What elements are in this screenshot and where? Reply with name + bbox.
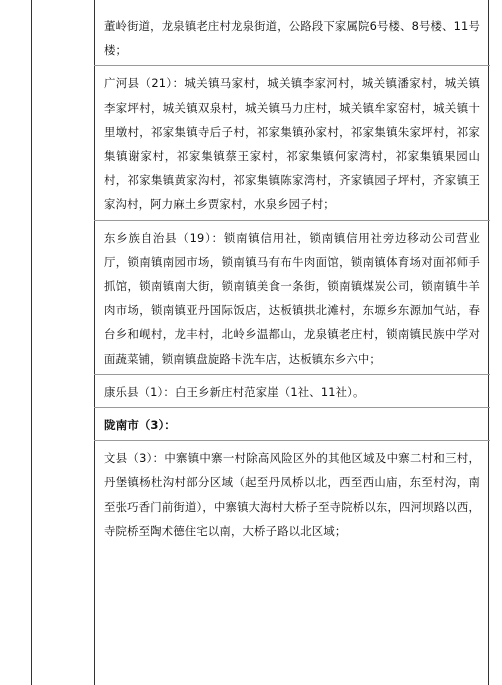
row-divider: [94, 440, 490, 441]
paragraph-dongxiang-county: 东乡族自治县（19）：锁南镇信用社，锁南镇信用社旁边移动公司营业厅，锁南镇南园市场，锁南镇马有布牛肉面馆，锁南镇体育场对面祁师手抓馆，锁南镇南大街，锁南镇美食一条街，锁南镇煤炭公司，锁南镇牛羊肉市场，锁南镇亚丹国际饭店，达板镇拱北滩村，东塬乡东源加气站，春台乡和岘村，龙丰村，北岭乡温都山，龙泉镇老庄村，锁南镇民族中学对面蔬菜铺，锁南镇盘旋路卡洗车店，达板镇东乡六中；: [104, 230, 480, 366]
table-cell-content: [104, 14, 480, 543]
table-border-right: [488, 0, 489, 685]
table-border-column: [94, 0, 95, 685]
row-divider: [94, 374, 490, 375]
table-border-left: [31, 0, 32, 685]
paragraph-guanghe-county: 广河县（21）：城关镇马家村，城关镇李家河村，城关镇潘家村，城关镇李家坪村，城关镇双泉村，城关镇马力庄村，城关镇牟家窑村，城关镇十里墩村，祁家集镇寺后子村，祁家集镇孙家村，祁家集镇朱家坪村，祁家集镇谢家村，祁家集镇蔡王家村，祁家集镇何家湾村，祁家集镇果园山村，祁家集镇黄家沟村，祁家集镇陈家湾村，齐家镇园子坪村，齐家镇王家沟村，阿力麻土乡贾家村，水泉乡园子村；: [104, 76, 480, 212]
row-divider: [94, 220, 490, 221]
row-divider: [94, 407, 490, 408]
row-divider: [94, 65, 490, 66]
paragraph-kangle-county: 康乐县（1）：白王乡新庄村范家崖（1社、11社）。: [104, 384, 365, 399]
paragraph-dongling: 董岭街道，龙泉镇老庄村龙泉街道，公路段下家属院6号楼、8号楼、11号楼；: [104, 19, 480, 58]
heading-longnan-city: 陇南市（3）：: [104, 418, 176, 433]
paragraph-wen-county: 文县（3）：中寨镇中寨一村除高风险区外的其他区域及中寨二村和三村，丹堡镇杨杜沟村部分区域（起至丹凤桥以北，西至西山庙，东至村沟，南至张巧香门前街道），中寨镇大海村大桥子至寺院桥以东，四河坝路以西，寺院桥至陶术德住宅以南，大桥子路以北区域；: [104, 451, 480, 538]
